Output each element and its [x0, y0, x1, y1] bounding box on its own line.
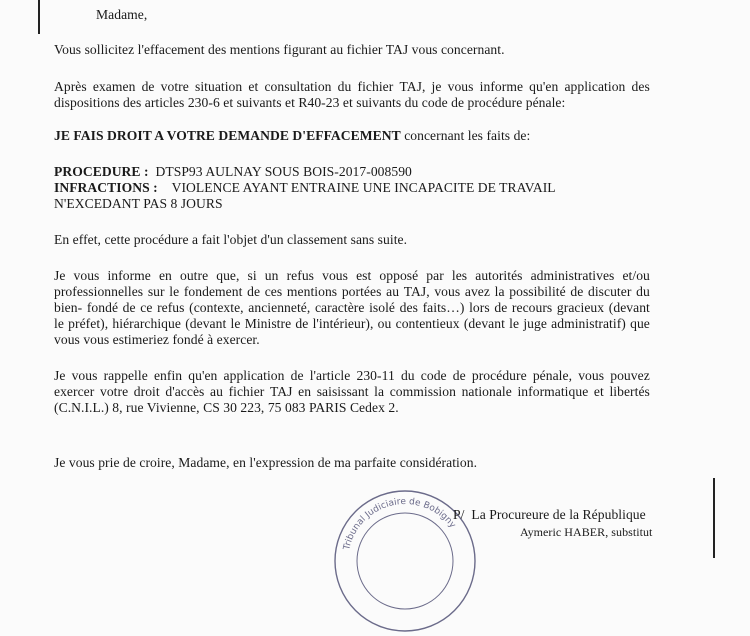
margin-rule — [38, 0, 40, 34]
paragraph-acces-line-1: Je vous rappelle enfin qu'en application de l'article 230-11 du code de procédure pénale, vous pouvez — [54, 368, 650, 383]
procedure-value: DTSP93 AULNAY SOUS BOIS-2017-008590 — [155, 164, 412, 179]
paragraph-acces-line-2: exercer votre droit d'accès au fichier TAJ en saisissant la commission nationale informatique et libertés — [54, 384, 650, 399]
infractions-value: VIOLENCE AYANT ENTRAINE UNE INCAPACITE DE TRAVAIL — [171, 180, 556, 195]
closing-formula: Je vous prie de croire, Madame, en l'expression de ma parfaite considération. — [54, 455, 478, 470]
infractions-line — [54, 180, 556, 196]
infractions-line-2: N'EXCEDANT PAS 8 JOURS — [54, 196, 223, 211]
paragraph-examen-line-1: Après examen de votre situation et consultation du fichier TAJ, je vous informe qu'en application des — [54, 79, 650, 94]
paragraph-recours-line-2: professionnelles sur le fondement de ces mentions portées au TAJ, vous avez la possibilité de discuter du — [54, 284, 650, 299]
paragraph-acces-line-3: (C.N.I.L.) 8, rue Vivienne, CS 30 223, 75 083 PARIS Cedex 2. — [54, 400, 399, 415]
paragraph-recours-line-3: bien- fondé de ce refus (contexte, ancienneté, caractère isolé des faits…) lors de recours gracieux (devant — [54, 300, 650, 315]
salutation: Madame, — [96, 7, 148, 22]
procedure-separator: : — [140, 164, 153, 179]
procedure-line — [54, 164, 412, 180]
signature-title-line — [453, 507, 646, 523]
paragraph-examen-line-2: dispositions des articles 230-6 et suivants et R40-23 et suivants du code de procédure pénale: — [54, 95, 566, 110]
signature-name: Aymeric HABER, substitut — [520, 525, 653, 539]
stamp-text: Tribunal Judiciaire de Bobigny — [342, 496, 458, 552]
paragraph-recours-line-1: Je vous informe en outre que, si un refus vous est opposé par les autorités administratives et/ou — [54, 268, 650, 283]
margin-rule-right — [713, 478, 715, 558]
signature-title: La Procureure de la République — [471, 507, 646, 522]
decision-line — [54, 128, 530, 144]
infractions-label: INFRACTIONS — [54, 180, 150, 195]
paragraph-recours-line-4: le préfet), hiérarchique (devant le Ministre de l'intérieur), ou contentieux (devant le juge administratif) que — [54, 316, 650, 331]
decision-bold: JE FAIS DROIT A VOTRE DEMANDE D'EFFACEMENT — [54, 128, 401, 143]
svg-text:Tribunal Judiciaire de Bobigny — [342, 497, 458, 552]
infractions-separator: : — [149, 180, 162, 195]
paragraph-request: Vous sollicitez l'effacement des mentions figurant au fichier TAJ vous concernant. — [54, 42, 505, 57]
paragraph-classement: En effet, cette procédure a fait l'objet d'un classement sans suite. — [54, 232, 408, 247]
procedure-label: PROCEDURE — [54, 164, 141, 179]
signature-prefix: P/ — [453, 507, 465, 522]
decision-rest: concernant les faits de: — [400, 128, 531, 143]
paragraph-recours-line-5: vous vous estimeriez fondé à exercer. — [54, 332, 260, 347]
